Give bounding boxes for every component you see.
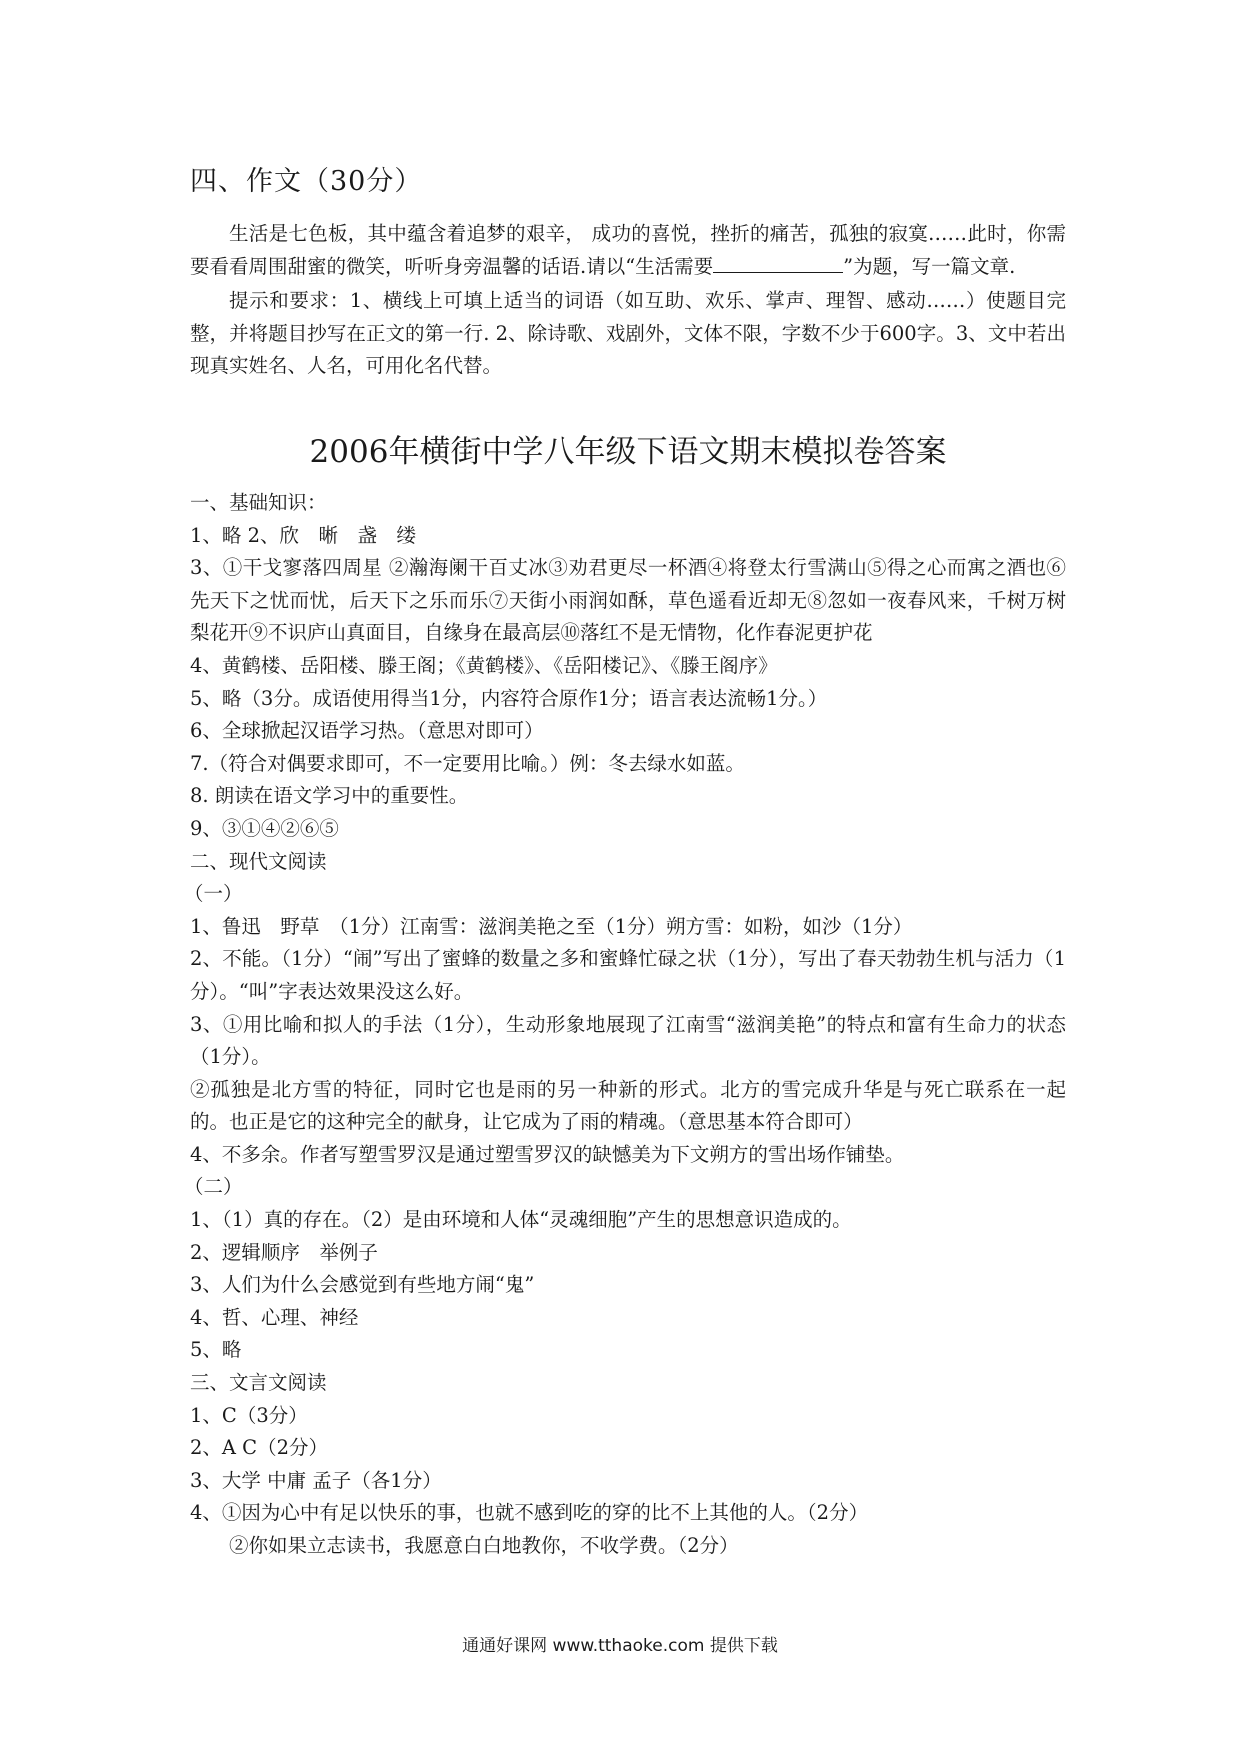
section-heading-modern-reading: 二、现代文阅读	[190, 849, 327, 873]
answer-item: 3、①干戈寥落四周星 ②瀚海阑干百丈冰③劝君更尽一杯酒④将登太行雪满山⑤得之心而寓之酒也⑥先天下之忧而忧，后天下之乐而乐⑦天街小雨润如酥，草色遥看近却无⑧忽如一夜春风来，千树万树梨花开⑨不识庐山真面目，自缘身在最高层⑩落红不是无情物，化作春泥更护花	[190, 556, 1066, 645]
answer-item: 3、大学 中庸 孟子（各1分）	[190, 1468, 442, 1492]
essay-prompt-paragraph	[190, 218, 1066, 283]
answer-item: 7.（符合对偶要求即可，不一定要用比喻。）例：冬去绿水如蓝。	[190, 751, 745, 775]
essay-prompt-block	[190, 218, 1066, 385]
essay-requirements: 提示和要求：1、横线上可填上适当的词语（如互助、欢乐、掌声、理智、感动……）使题目完整，并将题目抄写在正文的第一行. 2、除诗歌、戏剧外，文体不限，字数不少于600字。3、文中若出现真实姓名、人名，可用化名代替。	[190, 289, 1066, 377]
page-footer: 通通好课网 www.tthaoke.com 提供下载	[462, 1636, 778, 1656]
answer-item: 1、鲁迅 野草 （1分）江南雪：滋润美艳之至（1分）朔方雪：如粉，如沙（1分）	[190, 914, 913, 938]
answer-item: 6、全球掀起汉语学习热。（意思对即可）	[190, 719, 544, 743]
title-blank-line	[713, 252, 843, 273]
answer-item: 1、C（3分）	[190, 1403, 308, 1427]
answer-item: 4、哲、心理、神经	[190, 1305, 359, 1329]
answer-item: ②孤独是北方雪的特征，同时它也是雨的另一种新的形式。北方的雪完成升华是与死亡联系在一起的。也正是它的这种完全的献身，让它成为了雨的精魂。（意思基本符合即可）	[190, 1077, 1066, 1134]
section-heading-classical-reading: 三、文言文阅读	[190, 1371, 327, 1395]
answer-item: 5、略	[190, 1338, 242, 1362]
answer-item: 1、（1）真的存在。（2）是由环境和人体“灵魂细胞”产生的思想意识造成的。	[190, 1208, 852, 1232]
answer-key-body	[184, 487, 1066, 1563]
answer-item: 2、不能。（1分）“闹”写出了蜜蜂的数量之多和蜜蜂忙碌之状（1分），写出了春天勃勃生机与活力（1分）。“叫”字表达效果没这么好。	[190, 947, 1066, 1003]
answer-item: 3、①用比喻和拟人的手法（1分），生动形象地展现了江南雪“滋润美艳”的特点和富有生命力的状态（1分）。	[190, 1012, 1066, 1069]
answer-item: 4、①因为心中有足以快乐的事，也就不感到吃的穿的比不上其他的人。（2分）	[190, 1501, 869, 1525]
answer-item: 9、③①④②⑥⑤	[190, 816, 339, 840]
section-heading-basics: 一、基础知识：	[190, 491, 327, 514]
answer-item: 2、A C（2分）	[190, 1436, 329, 1460]
answer-item: 4、不多余。作者写塑雪罗汉是通过塑雪罗汉的缺憾美为下文朔方的雪出场作铺垫。	[190, 1142, 905, 1166]
essay-prompt-end: ”为题，写一篇文章.	[843, 254, 1016, 278]
answer-item: 4、黄鹤楼、岳阳楼、滕王阁；《黄鹤楼》、《岳阳楼记》、《滕王阁序》	[190, 653, 778, 677]
answer-item: 3、人们为什么会感觉到有些地方闹“鬼”	[190, 1273, 535, 1297]
answer-key-title: 2006年横街中学八年级下语文期末模拟卷答案	[309, 434, 947, 470]
answer-item: ②你如果立志读书，我愿意白白地教你，不收学费。（2分）	[229, 1534, 739, 1557]
answer-item: 1、略 2、欣 晰 盏 缕	[190, 523, 417, 547]
subsection-heading-one: （一）	[184, 882, 243, 906]
answer-item: 2、逻辑顺序 举例子	[190, 1240, 378, 1264]
essay-heading: 四、作文（30分）	[190, 166, 423, 197]
answer-item: 5、略（3分。成语使用得当1分，内容符合原作1分；语言表达流畅1分。）	[190, 686, 828, 710]
answer-item: 8. 朗读在语文学习中的重要性。	[190, 784, 469, 808]
subsection-heading-two: （二）	[184, 1175, 243, 1199]
essay-prompt-text: 生活是七色板，其中蕴含着追梦的艰辛， 成功的喜悦，挫折的痛苦，孤独的寂寞……此时，你需要看看周围甜蜜的微笑，听听身旁温馨的话语.请以“生活需要	[190, 222, 1066, 278]
